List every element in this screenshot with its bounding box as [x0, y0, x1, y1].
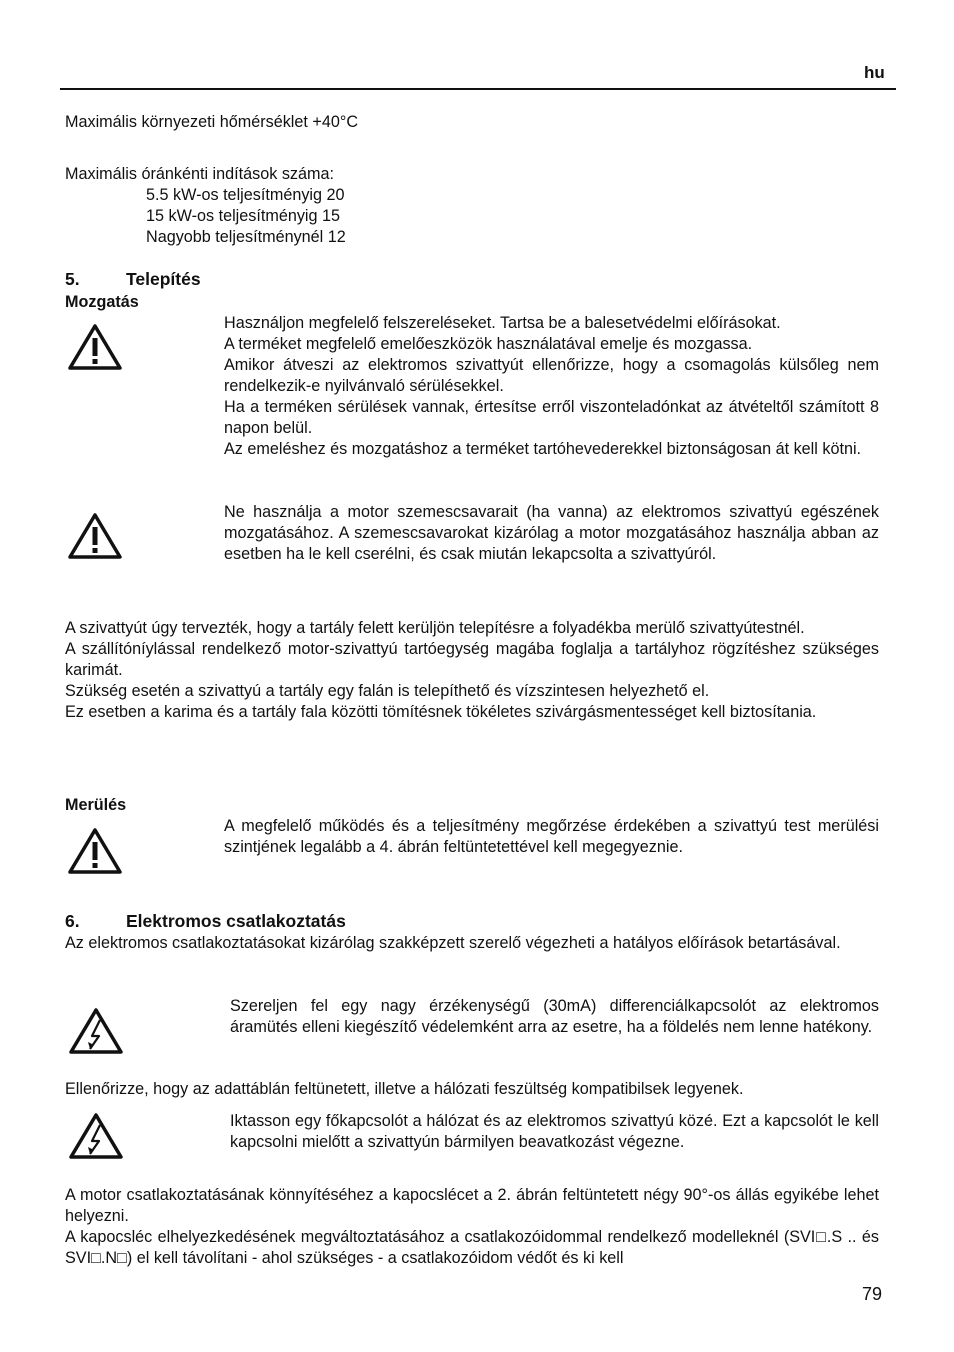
warning-line: Az emeléshez és mozgatáshoz a terméket tartóhevederekkel biztonságosan át kell kötni.: [224, 440, 862, 458]
section-6-title: Elektromos csatlakoztatás: [126, 911, 346, 931]
section-5-title: Telepítés: [126, 269, 201, 289]
electric-warning-1: Szereljen fel egy nagy érzékenységű (30mA) differenciálkapcsolót az elektromos áramütés elleni kiegészítő védelemként arra az esetre, ha a földelés nem lenne hatékony.: [230, 997, 879, 1036]
section-5-number: 5.: [65, 269, 80, 289]
paragraph: A szállítóníylással rendelkező motor-szivattyú tartóegység magába foglalja a tartályhoz rögzítéshez szükséges karimát.: [65, 640, 879, 679]
warning-line: Ha a terméken sérülések vannak, értesítse erről viszonteladónkat az átvételtől számított 8 napon belül.: [224, 398, 879, 437]
warning-triangle-icon: [67, 826, 123, 876]
merules-heading: Merülés: [65, 796, 127, 814]
mozgatas-warning-1: [224, 313, 879, 460]
section-6-heading: [65, 911, 346, 932]
install-paragraphs: [65, 618, 879, 723]
warning-line: A terméket megfelelő emelőeszközök használatával emelje és mozgassa.: [224, 335, 753, 353]
section-5-heading: [65, 269, 201, 290]
merules-warning: A megfelelő működés és a teljesítmény megőrzése érdekében a szivattyú test merülési szintjének legalább a 4. ábrán feltüntetettével kell megegyeznie.: [224, 817, 879, 856]
warning-line: Amikor átveszi az elektromos szivattyút ellenőrizze, hogy a csomagolás külsőleg nem rendelkezik-e nyilvánvaló sérülésekkel.: [224, 356, 879, 395]
paragraph: Ez esetben a karima és a tartály fala közötti tömítésnek tökéletes szivárgásmentességet kell biztosítania.: [65, 703, 817, 721]
electric-warning-2: Iktasson egy főkapcsolót a hálózat és az elektromos szivattyú közé. Ezt a kapcsolót le kell kapcsolni mielőtt a szivattyún bármilyen beavatkozást végezne.: [230, 1112, 879, 1151]
section-6-intro: Az elektromos csatlakoztatásokat kizárólag szakképzett szerelő végezheti a hatályos előírások betartásával.: [65, 934, 841, 952]
paragraph: A kapocsléc elhelyezkedésének megváltoztatásához a csatlakozóidommal rendelkező modelleknél (SVI□.S .. és SVI□.N□) el kell távolítani - ahol szükséges - a csatlakozóidom védőt és ki kell: [65, 1228, 879, 1267]
max-temp-line: Maximális környezeti hőmérséklet +40°C: [65, 113, 359, 131]
paragraph: A szivattyút úgy tervezték, hogy a tartály felett kerüljön telepítésre a folyadékba merülő szivattyútestnél.: [65, 619, 805, 637]
section-6-number: 6.: [65, 911, 80, 931]
electric-hazard-icon: [68, 1111, 124, 1161]
starts-item: Nagyobb teljesítménynél 12: [146, 228, 346, 246]
header-rule: [60, 88, 896, 90]
warning-triangle-icon: [67, 511, 123, 561]
starts-item: 15 kW-os teljesítményig 15: [146, 207, 341, 225]
mozgatas-heading: Mozgatás: [65, 293, 139, 311]
starts-label: Maximális óránkénti indítások száma:: [65, 165, 334, 183]
electric-hazard-icon: [68, 1006, 124, 1056]
section-6-paragraphs: [65, 1185, 879, 1269]
paragraph: A motor csatlakoztatásának könnyítéséhez a kapocslécet a 2. ábrán feltüntetett négy 90°-os állás egyikébe lehet helyezni.: [65, 1186, 879, 1225]
warning-triangle-icon: [67, 322, 123, 372]
mozgatas-warning-2: Ne használja a motor szemescsavarait (ha vanna) az elektromos szivattyú egészének mozgatásához. A szemescsavarokat kizárólag a motor mozgatásához használja abban az esetben ha le kell cserélni, és csak miután lekapcsolta a szivattyúról.: [224, 503, 879, 563]
language-code: hu: [864, 63, 885, 82]
paragraph: Szükség esetén a szivattyú a tartály egy falán is telepíthető és vízszintesen helyezhető el.: [65, 682, 710, 700]
compatibility-check-line: Ellenőrizze, hogy az adattáblán feltünetett, illetve a hálózati feszültség kompatibilsek legyenek.: [65, 1080, 744, 1098]
page-number: 79: [862, 1284, 883, 1304]
starts-item: 5.5 kW-os teljesítményig 20: [146, 186, 345, 204]
warning-line: Használjon megfelelő felszereléseket. Tartsa be a balesetvédelmi előírásokat.: [224, 314, 781, 332]
